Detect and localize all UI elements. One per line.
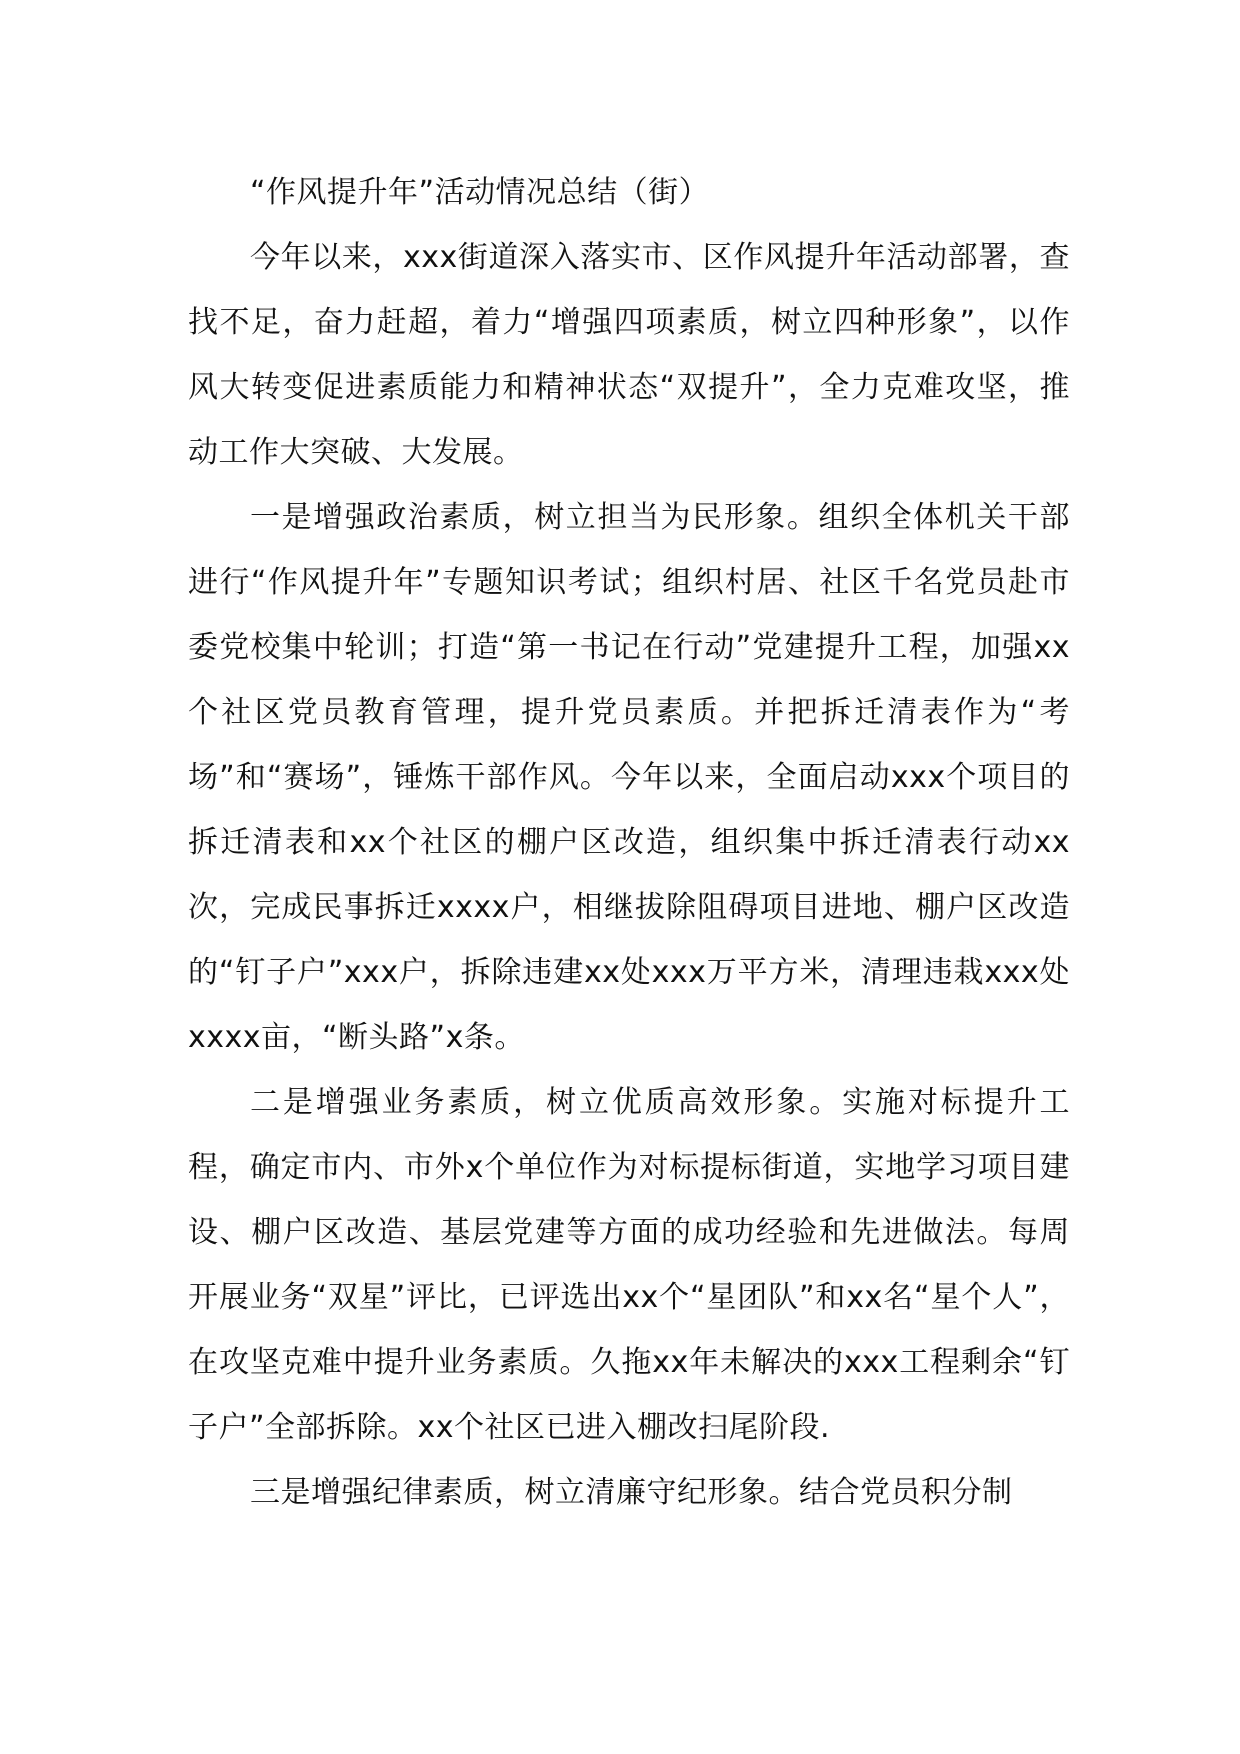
paragraph-political: 一是增强政治素质，树立担当为民形象。组织全体机关干部进行“作风提升年”专题知识考试；组织村居、社区千名党员赴市委党校集中轮训；打造“第一书记在行动”党建提升工程，加强xx个社区党员教育管理，提升党员素质。并把拆迁清表作为“考场”和“赛场”，锤炼干部作风。今年以来，全面启动xxx个项目的拆迁清表和xx个社区的棚户区改造，组织集中拆迁清表行动xx次，完成民事拆迁xxxx户，相继拔除阻碍项目进地、棚户区改造的“钉子户”xxx户，拆除违建xx处xxx万平方米，清理违栽xxx处xxxx亩，“断头路”x条。 bbox=[188, 500, 1070, 1055]
paragraph-discipline: 三是增强纪律素质，树立清廉守纪形象。结合党员积分制 bbox=[250, 1475, 1013, 1510]
paragraph-business: 二是增强业务素质，树立优质高效形象。实施对标提升工程，确定市内、市外x个单位作为对标提标街道，实地学习项目建设、棚户区改造、基层党建等方面的成功经验和先进做法。每周开展业务“双星”评比，已评选出xx个“星团队”和xx名“星个人”，在攻坚克难中提升业务素质。久拖xx年未解决的xxx工程剩余“钉子户”全部拆除。xx个社区已进入棚改扫尾阶段. bbox=[188, 1085, 1070, 1445]
document-title: “作风提升年”活动情况总结（街） bbox=[250, 175, 710, 210]
paragraph-intro: 今年以来，xxx街道深入落实市、区作风提升年活动部署，查找不足，奋力赶超，着力“增强四项素质，树立四种形象”，以作风大转变促进素质能力和精神状态“双提升”，全力克难攻坚，推动工作大突破、大发展。 bbox=[188, 240, 1070, 470]
document-body bbox=[188, 160, 1070, 1525]
